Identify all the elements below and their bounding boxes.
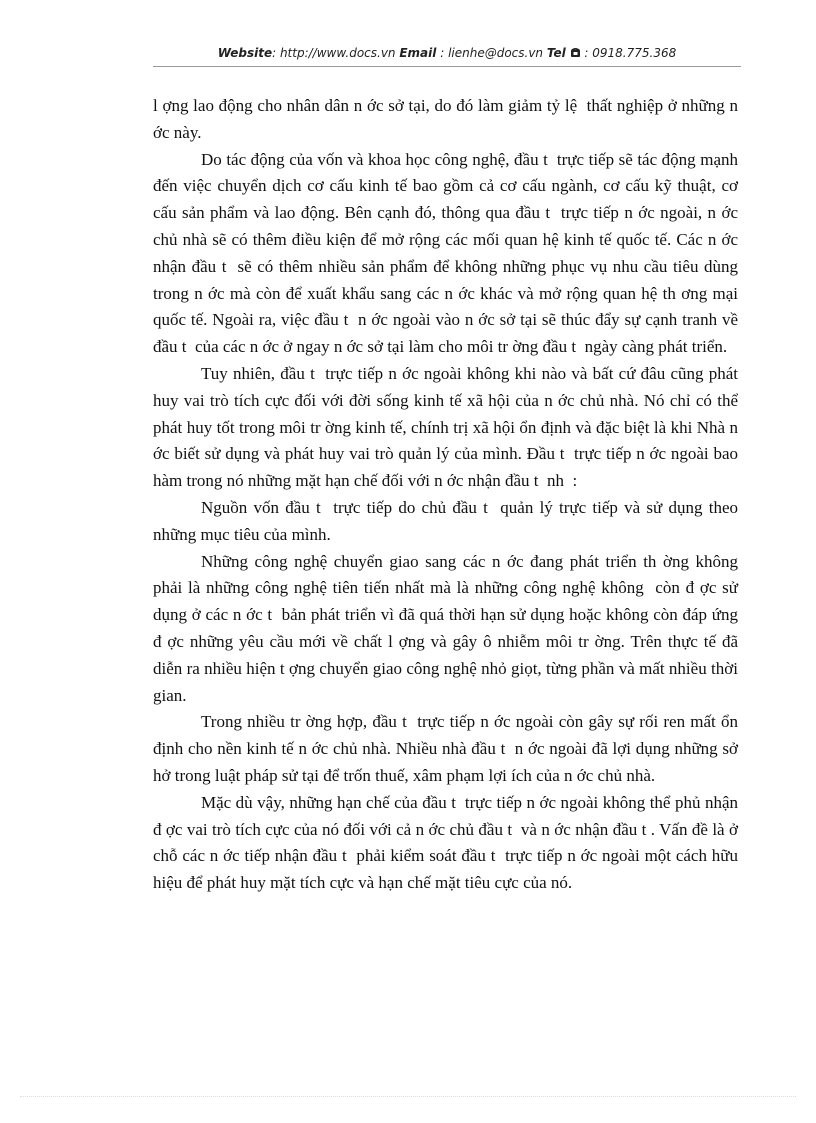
- paragraph: Trong nhiều tr ờng hợp, đầu t trực tiếp n ớc ngoài còn gây sự rối ren mất ổn định cho nền kinh tế n ớc chủ nhà. Nhiều nhà đầu t n ớc ngoài đã lợi dụng những sở hở trong luật pháp sử tại để trốn thuế, xâm phạm lợi ích của n ớc chủ nhà.: [153, 712, 743, 785]
- phone-icon: [570, 47, 581, 61]
- paragraph: Tuy nhiên, đầu t trực tiếp n ớc ngoài không khi nào và bất cứ đâu cũng phát huy vai trò tích cực đối với đời sống kinh tế xã hội của n ớc chủ nhà. Nó chỉ có thể phát huy tốt trong môi tr ờng kinh tế, chính trị xã hội ổn định và đặc biệt là khi Nhà n ớc biết sử dụng và phát huy vai trò quản lý của mình. Đầu t trực tiếp n ớc ngoài bao hàm trong nó những mặt hạn chế đối với n ớc nhận đầu t nh :: [153, 363, 743, 491]
- email-label: Email: [399, 46, 437, 60]
- header-rule: [153, 66, 741, 67]
- footer-divider: [20, 1096, 796, 1097]
- email-value: : lienhe@docs.vn: [436, 46, 547, 60]
- website-label: Website: [217, 46, 273, 60]
- paragraph: Những công nghệ chuyển giao sang các n ớc đang phát triển th ờng không phải là những công nghệ tiên tiến nhất mà là những công nghệ không còn đ ợc sử dụng ở các n ớc t bản phát triển vì đã quá thời hạn sử dụng hoặc không còn đáp ứng đ ợc những yêu cầu mới về chất l ợng và gây ô nhiễm môi tr ờng. Trên thực tế đã diễn ra nhiều hiện t ợng chuyển giao công nghệ nhỏ giọt, từng phần và mất nhiều thời gian.: [153, 551, 743, 705]
- tel-value: : 0918.775.368: [580, 46, 677, 60]
- document-body: [153, 93, 743, 897]
- page-header: [153, 46, 741, 61]
- paragraph: Do tác động của vốn và khoa học công nghệ, đầu t trực tiếp sẽ tác động mạnh đến việc chuyển dịch cơ cấu kinh tế bao gồm cả cơ cấu ngành, cơ cấu kỹ thuật, cơ cấu sản phẩm và lao động. Bên cạnh đó, thông qua đầu t trực tiếp n ớc ngoài, n ớc chủ nhà sẽ có thêm điều kiện để mở rộng các mối quan hệ kinh tế quốc tế. Các n ớc nhận đầu t sẽ có thêm nhiều sản phẩm để không những phục vụ nhu cầu tiêu dùng trong n ớc mà còn để xuất khẩu sang các n ớc khác và mở rộng quan hệ th ơng mại quốc tế. Ngoài ra, việc đầu t n ớc ngoài vào n ớc sở tại sẽ thúc đẩy sự cạnh tranh về đầu t của các n ớc ở ngay n ớc sở tại làm cho môi tr ờng đầu t ngày càng phát triển.: [153, 149, 743, 357]
- tel-label: Tel: [546, 46, 566, 60]
- paragraph: l ợng lao động cho nhân dân n ớc sở tại, do đó làm giảm tỷ lệ thất nghiệp ở những n ớc này.: [153, 96, 743, 142]
- paragraph: Mặc dù vậy, những hạn chế của đầu t trực tiếp n ớc ngoài không thể phủ nhận đ ợc vai trò tích cực của nó đối với cả n ớc chủ đầu t và n ớc nhận đầu t . Vấn đề là ở chỗ các n ớc tiếp nhận đầu t phải kiểm soát đầu t trực tiếp n ớc ngoài một cách hữu hiệu để phát huy mặt tích cực và hạn chế mặt tiêu cực của nó.: [153, 792, 743, 893]
- website-value: : http://www.docs.vn: [272, 46, 400, 60]
- paragraph: Nguồn vốn đầu t trực tiếp do chủ đầu t quản lý trực tiếp và sử dụng theo những mục tiêu của mình.: [153, 497, 743, 544]
